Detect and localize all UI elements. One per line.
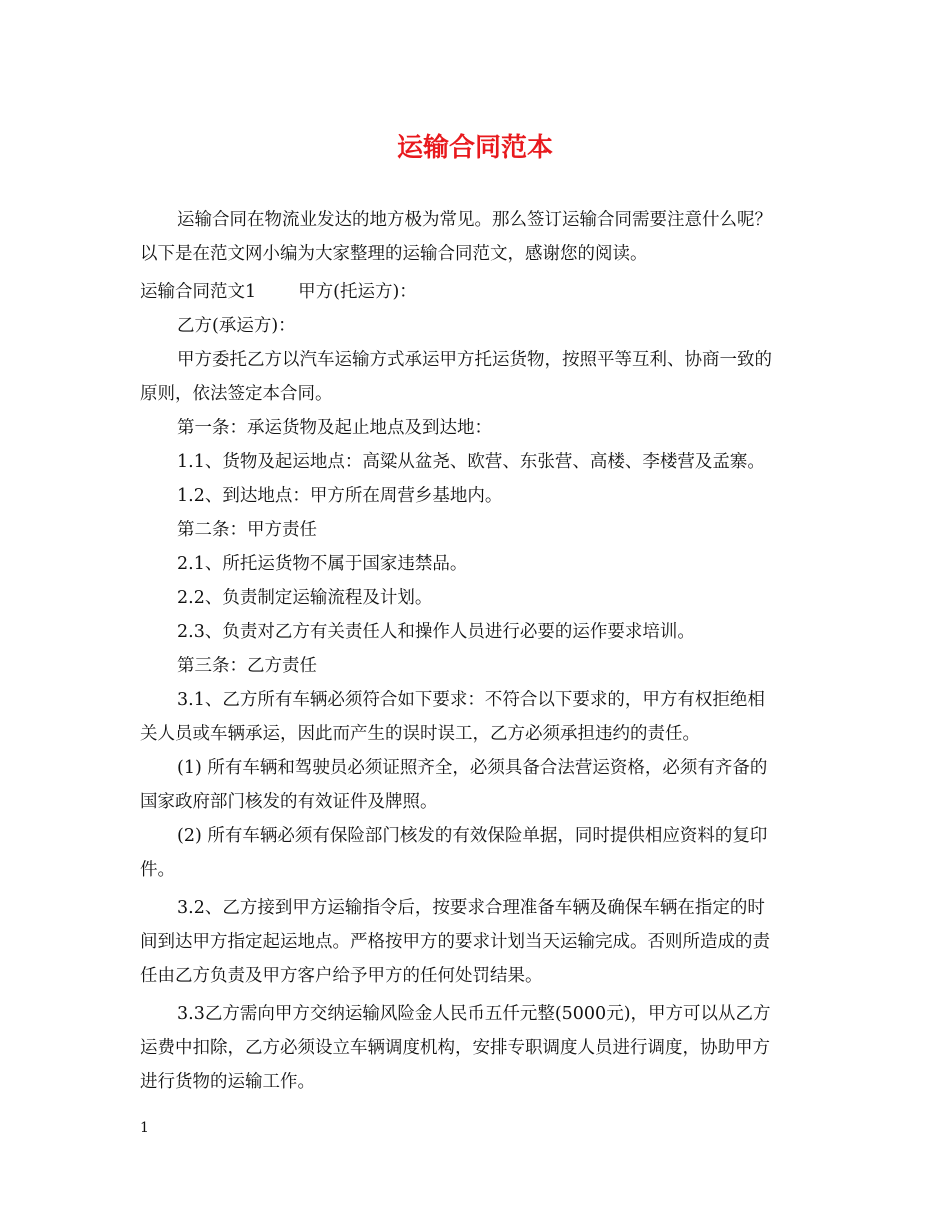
paragraph-line: 2.2、负责制定运输流程及计划。 — [177, 588, 433, 608]
paragraph-line: 进行货物的运输工作。 — [140, 1072, 315, 1092]
clause-heading: 第二条：甲方责任 — [177, 520, 317, 540]
paragraph-line: (2) 所有车辆必须有保险部门核发的有效保险单据，同时提供相应资料的复印 — [177, 826, 768, 846]
paragraph-line: 件。 — [140, 860, 175, 880]
paragraph-line: (1) 所有车辆和驾驶员必须证照齐全，必须具备合法营运资格，必须有齐备的 — [177, 758, 768, 778]
page-number: 1 — [140, 1120, 149, 1136]
paragraph-line: 以下是在范文网小编为大家整理的运输合同范文，感谢您的阅读。 — [140, 244, 648, 264]
document-title: 运输合同范本 — [396, 133, 553, 163]
paragraph-line: 3.1、乙方所有车辆必须符合如下要求：不符合以下要求的，甲方有权拒绝相 — [177, 690, 765, 710]
paragraph-line: 原则，依法签定本合同。 — [140, 384, 333, 404]
paragraph-line: 甲方委托乙方以汽车运输方式承运甲方托运货物，按照平等互利、协商一致的 — [177, 350, 772, 370]
clause-heading: 第三条：乙方责任 — [177, 656, 317, 676]
paragraph-line: 3.2、乙方接到甲方运输指令后，按要求合理准备车辆及确保车辆在指定的时 — [177, 898, 765, 918]
paragraph-line: 间到达甲方指定起运地点。严格按甲方的要求计划当天运输完成。否则所造成的责 — [140, 932, 770, 952]
clause-heading: 第一条：承运货物及起止地点及到达地： — [177, 418, 492, 438]
paragraph-line: 运费中扣除，乙方必须设立车辆调度机构，安排专职调度人员进行调度，协助甲方 — [140, 1038, 770, 1058]
paragraph-line: 任由乙方负责及甲方客户给予甲方的任何处罚结果。 — [140, 966, 543, 986]
paragraph-line: 3.3乙方需向甲方交纳运输风险金人民币五仟元整(5000元)，甲方可以从乙方 — [177, 1004, 771, 1024]
paragraph-line: 1.1、货物及起运地点：高粱从盆尧、欧营、东张营、高楼、李楼营及孟寨。 — [177, 452, 765, 472]
paragraph-line: 2.1、所托运货物不属于国家违禁品。 — [177, 554, 468, 574]
sample-heading: 运输合同范文1 — [140, 282, 257, 302]
paragraph-line: 1.2、到达地点：甲方所在周营乡基地内。 — [177, 486, 503, 506]
paragraph-line: 运输合同在物流业发达的地方极为常见。那么签订运输合同需要注意什么呢？ — [177, 210, 772, 230]
paragraph-line: 2.3、负责对乙方有关责任人和操作人员进行必要的运作要求培训。 — [177, 622, 695, 642]
paragraph-line: 乙方(承运方)： — [177, 316, 296, 336]
paragraph-line — [140, 280, 417, 304]
party-a-label: 甲方(托运方)： — [298, 282, 417, 302]
paragraph-line: 国家政府部门核发的有效证件及牌照。 — [140, 792, 438, 812]
paragraph-line: 关人员或车辆承运，因此而产生的误时误工，乙方必须承担违约的责任。 — [140, 724, 700, 744]
